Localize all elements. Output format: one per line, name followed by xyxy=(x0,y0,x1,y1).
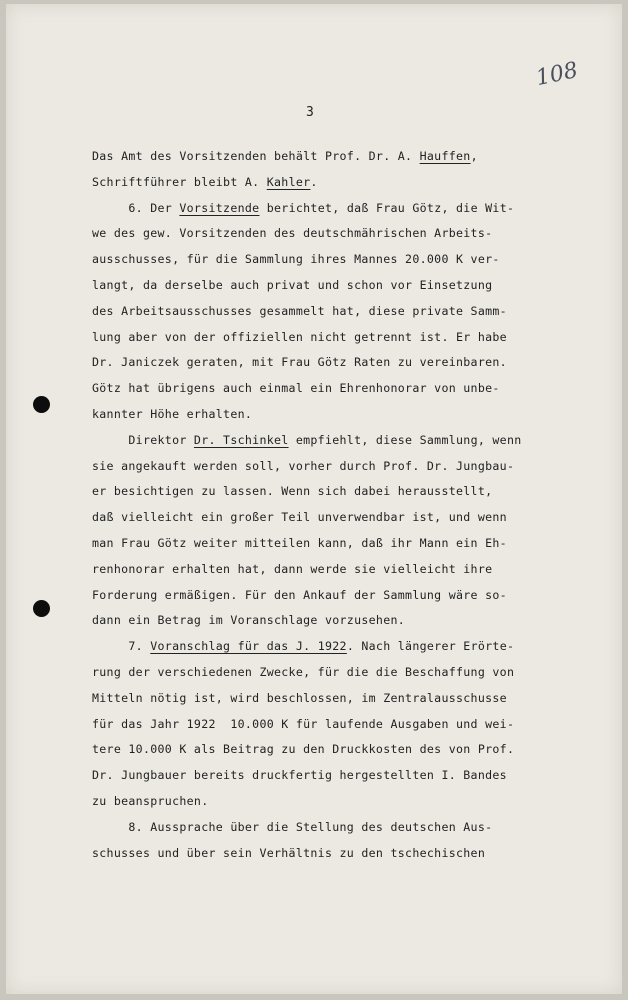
punch-hole-lower xyxy=(33,600,50,617)
text-line xyxy=(92,350,532,376)
document-page xyxy=(6,4,622,994)
text-line xyxy=(92,376,532,402)
text-line xyxy=(92,170,532,196)
text-line xyxy=(92,144,532,170)
text-line xyxy=(92,273,532,299)
text-line xyxy=(92,686,532,712)
line-text: ausschusses, für die Sammlung ihres Mannes 20.000 K ver- xyxy=(92,252,500,267)
text-line xyxy=(92,557,532,583)
line-text-tail: berichtet, daß Frau Götz, die Wit- xyxy=(259,200,515,215)
line-text: Dr. Jungbauer bereits druckfertig hergestellten I. Bandes xyxy=(92,768,507,783)
text-line xyxy=(92,402,532,428)
line-text: rung der verschiedenen Zwecke, für die die Beschaffung von xyxy=(92,664,515,679)
line-text: man Frau Götz weiter mitteilen kann, daß ihr Mann ein Eh- xyxy=(92,535,507,550)
line-text: Dr. Janiczek geraten, mit Frau Götz Raten zu vereinbaren. xyxy=(92,355,507,370)
text-line xyxy=(92,325,532,351)
text-line xyxy=(92,712,532,738)
line-text: für das Jahr 1922 10.000 K für laufende Ausgaben und wei- xyxy=(92,716,515,731)
underlined-text: Voranschlag für das J. 1922 xyxy=(150,639,347,654)
line-text: er besichtigen zu lassen. Wenn sich dabei herausstellt, xyxy=(92,484,493,499)
line-text: daß vielleicht ein großer Teil unverwendbar ist, und wenn xyxy=(92,510,507,525)
underlined-text: Kahler xyxy=(266,174,311,189)
line-text: we des gew. Vorsitzenden des deutschmährischen Arbeits- xyxy=(92,226,493,241)
line-text: langt, da derselbe auch privat und schon vor Einsetzung xyxy=(92,277,493,292)
line-text: 6. Der xyxy=(92,200,180,215)
text-line xyxy=(92,841,532,867)
line-text-tail: . Nach längerer Erörte- xyxy=(346,639,515,654)
text-line xyxy=(92,247,532,273)
line-text: Mitteln nötig ist, wird beschlossen, im Zentralausschusse xyxy=(92,690,507,705)
line-text: lung aber von der offiziellen nicht getrennt ist. Er habe xyxy=(92,329,507,344)
text-line xyxy=(92,608,532,634)
underlined-text: Hauffen xyxy=(419,149,471,163)
line-text: zu beanspruchen. xyxy=(92,793,209,808)
text-line xyxy=(92,196,532,222)
line-text: sie angekauft werden soll, vorher durch Prof. Dr. Jungbau- xyxy=(92,458,515,473)
text-line xyxy=(92,789,532,815)
line-text-tail: . xyxy=(310,174,318,189)
text-line xyxy=(92,737,532,763)
underlined-text: Vorsitzende xyxy=(179,200,260,215)
line-text: kannter Höhe erhalten. xyxy=(92,406,253,421)
line-text: Götz hat übrigens auch einmal ein Ehrenhonorar von unbe- xyxy=(92,381,500,396)
text-line xyxy=(92,505,532,531)
underlined-text: Dr. Tschinkel xyxy=(193,432,289,447)
line-text: renhonorar erhalten hat, dann werde sie vielleicht ihre xyxy=(92,561,493,576)
text-line xyxy=(92,299,532,325)
line-text: dann ein Betrag im Voranschlage vorzusehen. xyxy=(92,613,406,628)
line-text: schusses und über sein Verhältnis zu den tschechischen xyxy=(92,845,486,860)
line-text: 8. Aussprache über die Stellung des deutschen Aus- xyxy=(92,819,493,834)
text-line xyxy=(92,479,532,505)
line-text: 7. xyxy=(92,639,151,654)
line-text: des Arbeitsausschusses gesammelt hat, diese private Samm- xyxy=(92,303,507,318)
text-line xyxy=(92,660,532,686)
text-line xyxy=(92,634,532,660)
page-number: 3 xyxy=(306,105,314,120)
text-line xyxy=(92,428,532,454)
text-line xyxy=(92,531,532,557)
text-line xyxy=(92,815,532,841)
text-line xyxy=(92,221,532,247)
punch-hole-upper xyxy=(33,396,50,413)
text-line xyxy=(92,763,532,789)
line-text: Direktor xyxy=(92,432,194,447)
line-text: tere 10.000 K als Beitrag zu den Druckkosten des von Prof. xyxy=(92,742,515,757)
line-text: Forderung ermäßigen. Für den Ankauf der Sammlung wäre so- xyxy=(92,587,507,602)
body-text xyxy=(92,144,532,866)
text-line xyxy=(92,583,532,609)
line-text-tail: , xyxy=(470,149,478,163)
line-text: Schriftführer bleibt A. xyxy=(92,174,267,189)
text-line xyxy=(92,454,532,480)
folio-number: 108 xyxy=(533,57,581,92)
line-text-tail: empfiehlt, diese Sammlung, wenn xyxy=(288,432,522,447)
line-text: Das Amt des Vorsitzenden behält Prof. Dr. A. xyxy=(92,149,420,163)
